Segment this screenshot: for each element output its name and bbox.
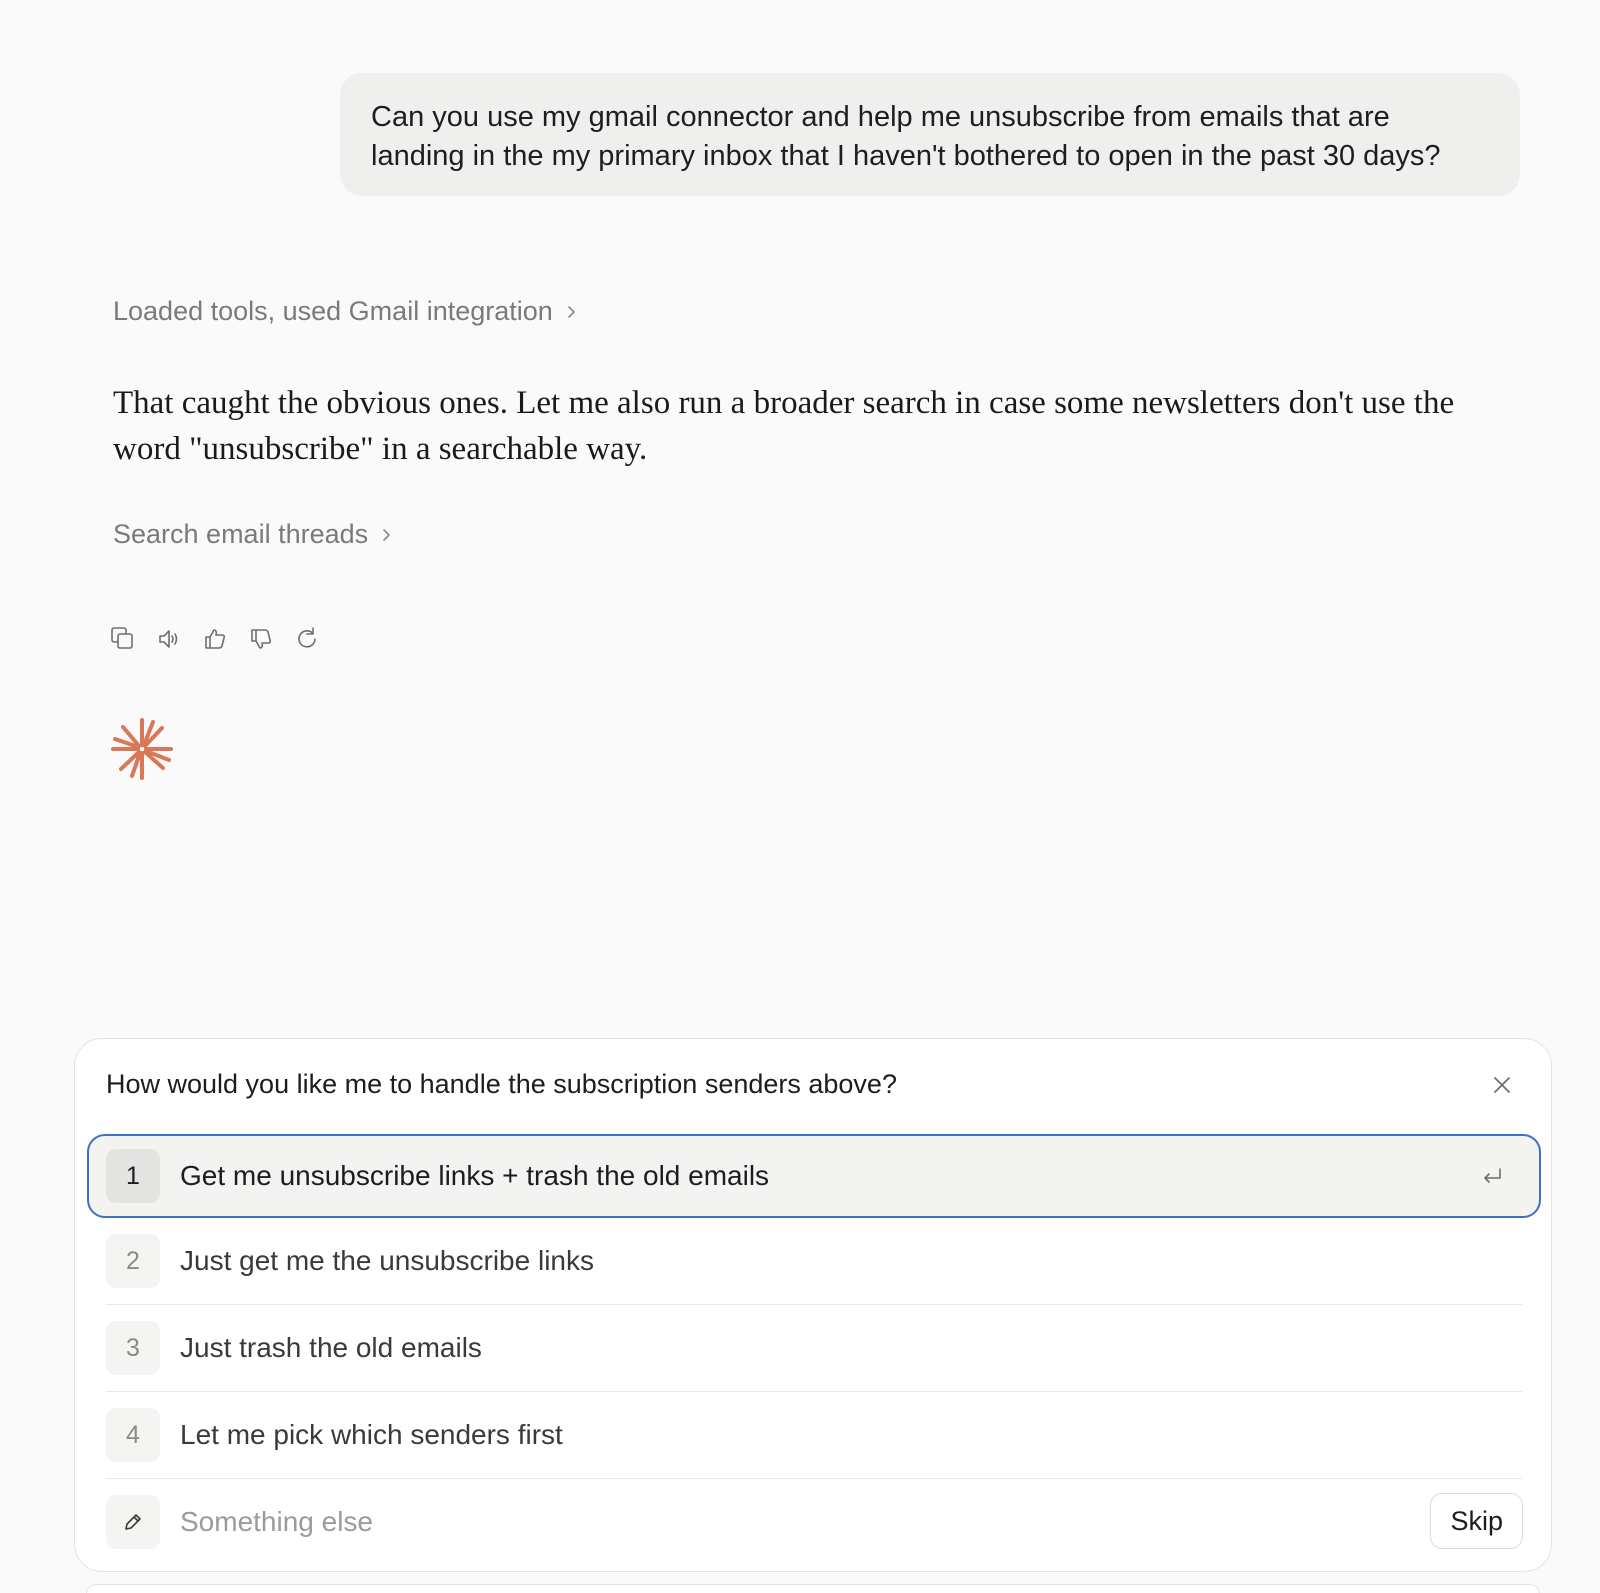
chevron-right-icon [380, 528, 394, 542]
option-1[interactable] [87, 1134, 1541, 1218]
option-label: Get me unsubscribe links + trash the old emails [180, 1160, 770, 1191]
option-number: 1 [106, 1149, 160, 1203]
user-message-bubble [340, 73, 1520, 196]
enter-icon [1481, 1166, 1503, 1186]
thumbs-down-icon [248, 626, 274, 652]
option-label: Just get me the unsubscribe links [180, 1245, 594, 1276]
option-number: 4 [106, 1408, 160, 1462]
user-message-text: Can you use my gmail connector and help me unsubscribe from emails that are landing in the my primary inbox that I haven't bothered to open in the past 30 days? [371, 101, 1441, 172]
option-label: Just trash the old emails [180, 1332, 482, 1363]
thumbs-down-button[interactable] [248, 625, 274, 653]
option-3[interactable] [87, 1305, 1541, 1391]
copy-icon [110, 626, 136, 652]
tool-summary-label: Search email threads [113, 519, 369, 549]
question-panel [74, 1038, 1552, 1572]
something-else-input[interactable] [87, 1479, 1541, 1565]
composer-edge [86, 1584, 1540, 1593]
claude-spark-icon [110, 717, 174, 781]
question-text: How would you like me to handle the subscription senders above? [106, 1069, 897, 1099]
retry-button[interactable] [294, 625, 320, 653]
something-else-placeholder: Something else [180, 1506, 374, 1537]
tool-summary-gmail[interactable] [113, 296, 579, 327]
option-number: 3 [106, 1321, 160, 1375]
tool-summary-search[interactable] [113, 519, 394, 550]
assistant-message-text: That caught the obvious ones. Let me also run a broader search in case some newsletters don't use the word "unsubscribe" in a searchable way. [113, 385, 1455, 467]
copy-button[interactable] [110, 625, 136, 653]
skip-button[interactable]: Skip [1430, 1493, 1523, 1549]
thumbs-up-icon [202, 626, 228, 652]
option-label: Let me pick which senders first [180, 1419, 563, 1450]
speaker-icon [156, 626, 182, 652]
option-2[interactable] [87, 1218, 1541, 1304]
option-number: 2 [106, 1234, 160, 1288]
option-4[interactable] [87, 1392, 1541, 1478]
read-aloud-button[interactable] [156, 625, 182, 653]
chevron-right-icon [565, 305, 579, 319]
pencil-icon-box [106, 1495, 160, 1549]
thumbs-up-button[interactable] [202, 625, 228, 653]
close-icon[interactable] [1491, 1074, 1513, 1096]
tool-summary-label: Loaded tools, used Gmail integration [113, 296, 553, 326]
message-actions [110, 625, 320, 653]
pencil-icon [122, 1511, 144, 1533]
option-list [87, 1134, 1541, 1565]
retry-icon [294, 626, 320, 652]
